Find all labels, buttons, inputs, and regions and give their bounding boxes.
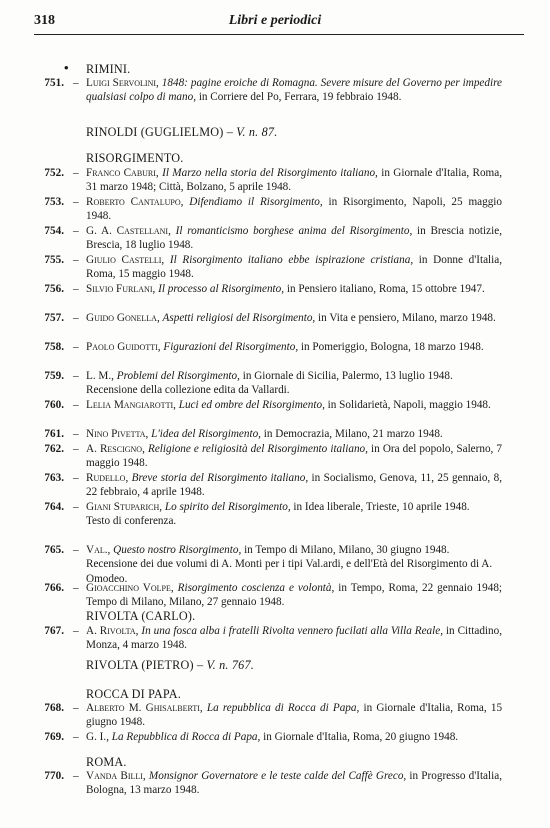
entry-dash: –: [73, 582, 79, 594]
entry-author: Franco Caburi,: [86, 167, 159, 179]
entry-publication: in Vita e pensiero, Milano, marzo 1948.: [318, 312, 496, 324]
entry-author: Roberto Cantalupo,: [86, 196, 184, 208]
entry-text: [86, 500, 502, 514]
entry-number: 770.: [44, 770, 64, 782]
entry-number: 751.: [44, 77, 64, 89]
entry-title: La Repubblica di Rocca di Papa,: [111, 731, 261, 743]
entry-title: Risorgimento coscienza e volontà,: [177, 582, 335, 594]
entry-author: A. Rescigno,: [86, 443, 145, 455]
entry-publication: in Tempo di Milano, Milano, 30 giugno 1948.: [244, 544, 450, 556]
entry-author: Silvio Furlani,: [86, 283, 156, 295]
section-cross-reference: V. n. 767.: [206, 658, 255, 672]
entry-publication: in Pensiero italiano, Roma, 15 ottobre 1947.: [286, 283, 485, 295]
entry-number: 760.: [44, 399, 64, 411]
entry-text: [86, 340, 502, 354]
entry-number: 763.: [44, 472, 64, 484]
bibliography-entry: [30, 624, 502, 653]
page-number: 318: [34, 13, 55, 28]
entry-author: Lelia Mangiarotti,: [86, 399, 176, 411]
entry-dash: –: [73, 428, 79, 440]
entry-text: [86, 769, 502, 798]
entry-author: Giulio Castelli,: [86, 254, 165, 266]
entry-dash: –: [73, 731, 79, 743]
entry-note: Testo di conferenza.: [86, 515, 177, 528]
entry-author: G. I.,: [86, 731, 109, 743]
entry-text: [86, 282, 502, 296]
entry-publication: in Giornale d'Italia, Roma, 20 giugno 1948.: [263, 731, 459, 743]
entry-number: 752.: [44, 167, 64, 179]
entry-note: Recensione della collezione edita da Vallardi.: [86, 384, 290, 397]
entry-title: Lo spirito del Risorgimento,: [164, 501, 291, 513]
entry-publication: in Solidarietà, Napoli, maggio 1948.: [327, 399, 491, 411]
bibliography-entry: [30, 340, 502, 354]
section-bullet: •: [64, 60, 69, 75]
entry-author: Rudello,: [86, 472, 129, 484]
entry-number: 761.: [44, 428, 64, 440]
entry-text: [86, 398, 502, 412]
entry-number: 762.: [44, 443, 64, 455]
entry-title: 1848: pagine eroiche di Romagna. Severe misure del Governo per impedire qualsiasi colpo di mano,: [86, 77, 502, 104]
entry-number: 755.: [44, 254, 64, 266]
entry-number: 765.: [44, 544, 64, 556]
entry-text: [86, 471, 502, 500]
entry-dash: –: [73, 312, 79, 324]
entry-dash: –: [73, 341, 79, 353]
entry-title: Il romanticismo borghese anima del Risorgimento,: [175, 225, 413, 237]
bibliography-entry: [30, 500, 502, 529]
entry-title: Questo nostro Risorgimento,: [113, 544, 242, 556]
entry-author: A. Rivolta,: [86, 625, 139, 637]
entry-dash: –: [73, 770, 79, 782]
entry-author: G. A. Castellani,: [86, 225, 171, 237]
entry-title: L'idea del Risorgimento,: [151, 428, 261, 440]
bibliography-entry: [30, 701, 502, 730]
entry-text: [86, 427, 502, 441]
bibliography-entry: [30, 769, 502, 798]
entry-author: L. M.,: [86, 370, 114, 382]
entry-author: Gioacchino Volpe,: [86, 582, 174, 594]
entry-number: 767.: [44, 625, 64, 637]
entry-text: [86, 253, 502, 282]
entry-author: Val.,: [86, 544, 111, 556]
entry-title: Figurazioni del Risorgimento,: [163, 341, 299, 353]
entry-number: 764.: [44, 501, 64, 513]
entry-text: [86, 76, 502, 105]
bibliography-entry: [30, 398, 502, 412]
entry-title: Il Risorgimento italiano ebbe ispirazione cristiana,: [169, 254, 414, 266]
section-heading-text: RISORGIMENTO.: [86, 151, 184, 165]
entry-title: Difendiamo il Risorgimento,: [189, 196, 323, 208]
entry-title: Breve storia del Risorgimento italiano,: [131, 472, 309, 484]
section-cross-reference: V. n. 87.: [236, 125, 278, 139]
bibliography-entry: [30, 730, 502, 744]
entry-title: In una fosca alba i fratelli Rivolta vennero fucilati alla Villa Reale,: [141, 625, 444, 637]
section-heading: [86, 687, 181, 701]
bibliography-entry: [30, 442, 502, 471]
entry-text: [86, 624, 502, 653]
entry-author: Nino Pivetta,: [86, 428, 149, 440]
bibliography-entry: [30, 311, 502, 325]
bibliography-entry: [30, 427, 502, 441]
section-heading-text: ROCCA DI PAPA.: [86, 687, 182, 701]
entry-publication: in Giornale d'Italia, Roma, 31 marzo 1948; Città, Bolzano, 5 aprile 1948.: [86, 167, 503, 194]
entry-text: [86, 311, 502, 325]
section-heading-text: RINOLDI (GUGLIELMO) –: [86, 125, 237, 139]
entry-author: Paolo Guidotti,: [86, 341, 161, 353]
entry-publication: in Cittadino, Monza, 4 marzo 1948.: [86, 625, 503, 652]
entry-text: [86, 581, 502, 610]
entry-number: 754.: [44, 225, 64, 237]
entry-dash: –: [73, 283, 79, 295]
bibliography-entry: [30, 76, 502, 105]
entry-dash: –: [73, 225, 79, 237]
bibliography-entry: [30, 369, 502, 398]
entry-text: [86, 369, 502, 383]
entry-title: Il processo al Risorgimento,: [158, 283, 285, 295]
entry-text: [86, 224, 502, 253]
entry-number: 766.: [44, 582, 64, 594]
bibliography-entry: [30, 282, 502, 296]
entry-publication: in Giornale di Sicilia, Palermo, 13 luglio 1948.: [242, 370, 453, 382]
entry-publication: in Brescia notizie, Brescia, 18 luglio 1948.: [86, 225, 502, 252]
entry-publication: in Donne d'Italia, Roma, 15 maggio 1948.: [86, 254, 503, 281]
entry-publication: in Idea liberale, Trieste, 10 aprile 1948.: [293, 501, 470, 513]
entry-publication: in Progresso d'Italia, Bologna, 13 marzo 1948.: [86, 770, 502, 797]
entry-author: Luigi Servolini,: [86, 77, 159, 89]
entry-dash: –: [73, 77, 79, 89]
entry-publication: in Corriere del Po, Ferrara, 19 febbraio 1948.: [198, 91, 402, 104]
entry-dash: –: [73, 544, 79, 556]
entry-note: Recensione dei due volumi di A. Monti per i tipi Val.ardi, e dell'Età del Risorgimento di A. Omodeo.: [86, 558, 493, 585]
entry-dash: –: [73, 625, 79, 637]
entry-text: [86, 730, 502, 744]
bibliography-entry: [30, 581, 502, 610]
entry-dash: –: [73, 167, 79, 179]
entry-title: La repubblica di Rocca di Papa,: [206, 702, 360, 714]
entry-title: Problemi del Risorgimento,: [116, 370, 240, 382]
section-heading-text: RIVOLTA (CARLO).: [86, 609, 196, 623]
section-heading-text: RIMINI.: [86, 62, 131, 76]
bibliography-entry: [30, 471, 502, 500]
section-heading: [86, 125, 277, 139]
bibliography-entry: [30, 166, 502, 195]
section-heading: [86, 755, 127, 769]
entry-number: 758.: [44, 341, 64, 353]
section-heading-text: RIVOLTA (PIETRO) –: [86, 658, 207, 672]
entry-publication: in Tempo, Roma, 22 gennaio 1948; Tempo di Milano, Milano, 27 gennaio 1948.: [86, 582, 503, 609]
entry-title: Aspetti religiosi del Risorgimento,: [162, 312, 316, 324]
entry-title: Monsignor Governatore e le teste calde del Caffè Greco,: [148, 770, 407, 782]
entry-dash: –: [73, 370, 79, 382]
entry-number: 769.: [44, 731, 64, 743]
entry-dash: –: [73, 501, 79, 513]
bibliography-entry: [30, 543, 502, 586]
section-heading: [86, 609, 195, 623]
entry-publication: in Risorgimento, Napoli, 25 maggio 1948.: [86, 196, 502, 223]
entry-author: Vanda Billi,: [86, 770, 146, 782]
entry-title: Luci ed ombre del Risorgimento,: [178, 399, 325, 411]
entry-publication: in Socialismo, Genova, 11, 25 gennaio, 8, 22 febbraio, 4 aprile 1948.: [86, 472, 502, 499]
entry-text: [86, 543, 502, 557]
entry-dash: –: [73, 472, 79, 484]
entry-dash: –: [73, 399, 79, 411]
header-rule: [34, 34, 524, 35]
entry-number: 753.: [44, 196, 64, 208]
entry-text: [86, 701, 502, 730]
running-title: Libri e periodici: [228, 13, 322, 28]
section-heading: [86, 151, 184, 165]
entry-author: Giani Stuparich,: [86, 501, 163, 513]
entry-publication: in Democrazia, Milano, 21 marzo 1948.: [263, 428, 443, 440]
bibliography-entry: [30, 253, 502, 282]
entry-number: 759.: [44, 370, 64, 382]
entry-title: Il Marzo nella storia del Risorgimento italiano,: [162, 167, 378, 179]
section-heading: [86, 658, 254, 672]
entry-number: 757.: [44, 312, 64, 324]
entry-publication: in Ora del popolo, Salerno, 7 maggio 1948.: [86, 443, 503, 470]
entry-text: [86, 195, 502, 224]
entry-number: 756.: [44, 283, 64, 295]
entry-text: [86, 442, 502, 471]
section-heading-text: ROMA.: [86, 755, 127, 769]
entry-dash: –: [73, 443, 79, 455]
entry-author: Guido Gonella,: [86, 312, 160, 324]
entry-publication: in Giornale d'Italia, Roma, 15 giugno 1948.: [86, 702, 503, 729]
section-heading: [86, 62, 130, 76]
entry-text: [86, 166, 502, 195]
entry-dash: –: [73, 254, 79, 266]
entry-dash: –: [73, 196, 79, 208]
entry-title: Religione e religiosità del Risorgimento italiano,: [147, 443, 368, 455]
entry-number: 768.: [44, 702, 64, 714]
entry-dash: –: [73, 702, 79, 714]
entry-author: Alberto M. Ghisalberti,: [86, 702, 203, 714]
bibliography-entry: [30, 195, 502, 224]
bibliography-entry: [30, 224, 502, 253]
entry-publication: in Pomeriggio, Bologna, 18 marzo 1948.: [300, 341, 484, 353]
